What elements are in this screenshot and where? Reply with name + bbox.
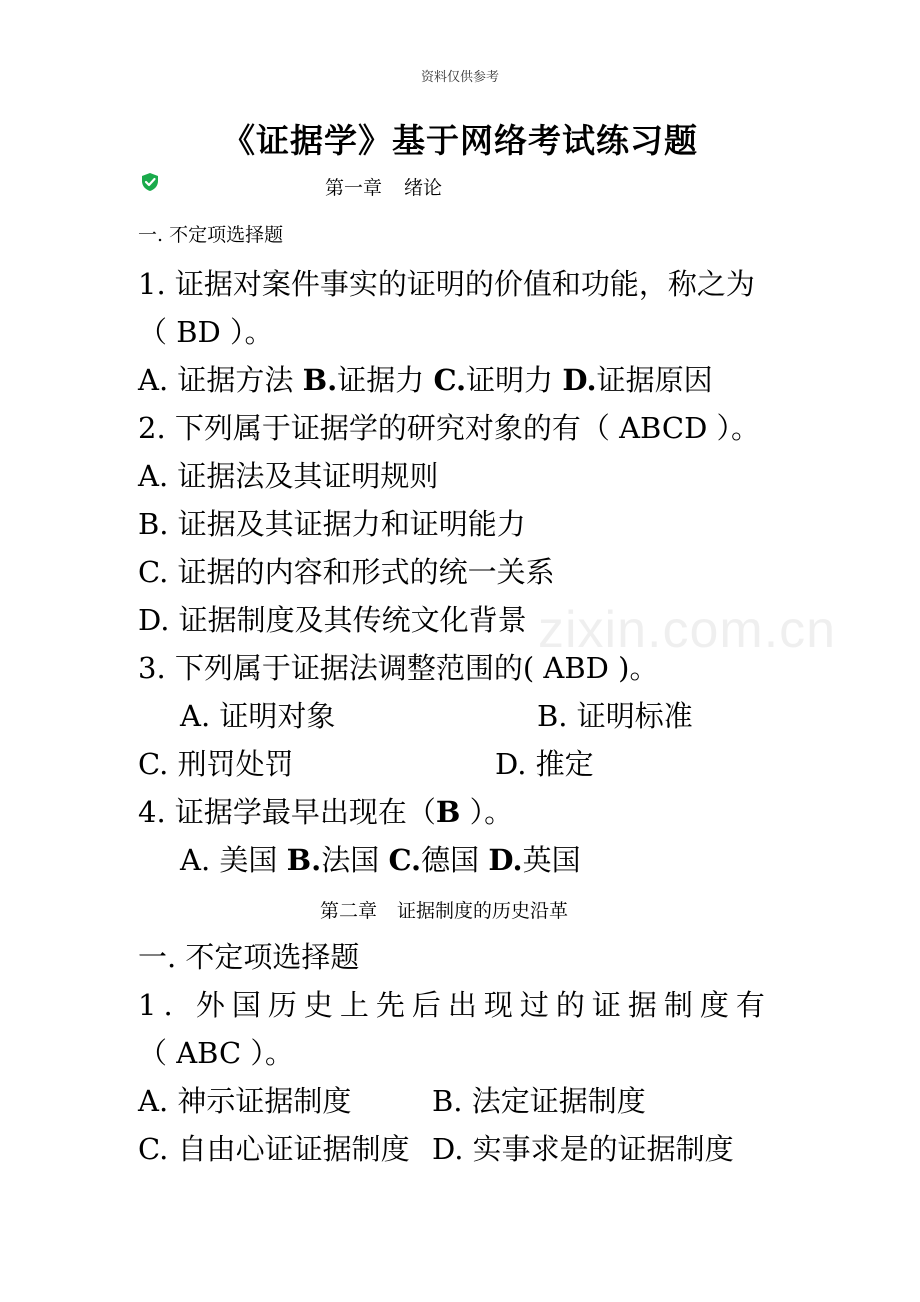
ch1-q1-options [138,358,713,399]
option-d-letter: D. [488,843,523,877]
option-c-letter: C. [388,843,422,877]
ch2-q1-option-b: B. 法定证据制度 [432,1084,646,1118]
option-b-letter: B. [302,363,338,397]
chapter-2-name: 证据制度的历史沿革 [397,900,569,922]
option-d: 英国 [522,843,581,877]
ch1-q3-option-b: B. 证明标准 [537,699,693,733]
option-c-letter: C. [433,363,467,397]
watermark: zixin.com.cn [538,601,837,659]
chapter-2-section-title: 一. 不定项选择题 [138,940,360,974]
ch2-q1-option-c: C. 自由心证证据制度 [138,1132,410,1166]
option-b: 法国 [321,843,380,877]
ch1-q4-suffix: ）。 [460,795,514,829]
ch1-q1-text: 1. 证据对案件事实的证明的价值和功能，称之为 [138,267,755,301]
option-b-letter: B. [286,843,322,877]
ch2-q1-text: 1. 外国历史上先后出现过的证据制度有 [138,988,772,1022]
header-note: 资料仅供参考 [420,70,499,85]
ch1-q4-answer: B [435,795,461,829]
document-title: 《证据学》基于网络考试练习题 [222,121,698,160]
option-a: A. 证据方法 [138,363,294,397]
ch2-q1-option-d: D. 实事求是的证据制度 [432,1132,734,1166]
ch1-q2-option-c: C. 证据的内容和形式的统一关系 [138,555,555,589]
chapter-2-heading [320,896,568,923]
ch1-q2-text: 2. 下列属于证据学的研究对象的有（ ABCD ）。 [138,411,761,445]
ch1-q3-text: 3. 下列属于证据法调整范围的( ABD )。 [138,651,659,685]
shield-check-icon [140,172,160,192]
ch1-q3-option-c: C. 刑罚处罚 [138,747,294,781]
option-b: 证据力 [337,363,425,397]
option-a: A. 美国 [180,843,278,877]
chapter-2-label: 第二章 [320,900,378,922]
ch1-q1-answer-line: （ BD ）。 [138,315,274,349]
ch1-q3-option-a: A. 证明对象 [180,699,336,733]
ch1-q4-text [138,790,513,831]
ch1-q2-option-a: A. 证据法及其证明规则 [138,459,439,493]
chapter-1-label: 第一章 [325,177,383,199]
chapter-1-heading [325,173,442,200]
ch1-q2-option-d: D. 证据制度及其传统文化背景 [138,603,527,637]
option-d-letter: D. [562,363,597,397]
chapter-1-section-title: 一. 不定项选择题 [138,224,284,246]
chapter-1-name: 绪论 [404,177,443,199]
option-c: 证明力 [466,363,554,397]
option-c: 德国 [421,843,480,877]
ch1-q2-option-b: B. 证据及其证据力和证明能力 [138,507,526,541]
ch1-q3-option-d: D. 推定 [495,747,594,781]
ch1-q4-options [180,838,581,879]
ch1-q4-prefix: 4. 证据学最早出现在（ [138,795,436,829]
option-d: 证据原因 [596,363,713,397]
ch2-q1-answer-line: （ ABC ）。 [138,1036,294,1070]
ch2-q1-option-a: A. 神示证据制度 [138,1084,352,1118]
